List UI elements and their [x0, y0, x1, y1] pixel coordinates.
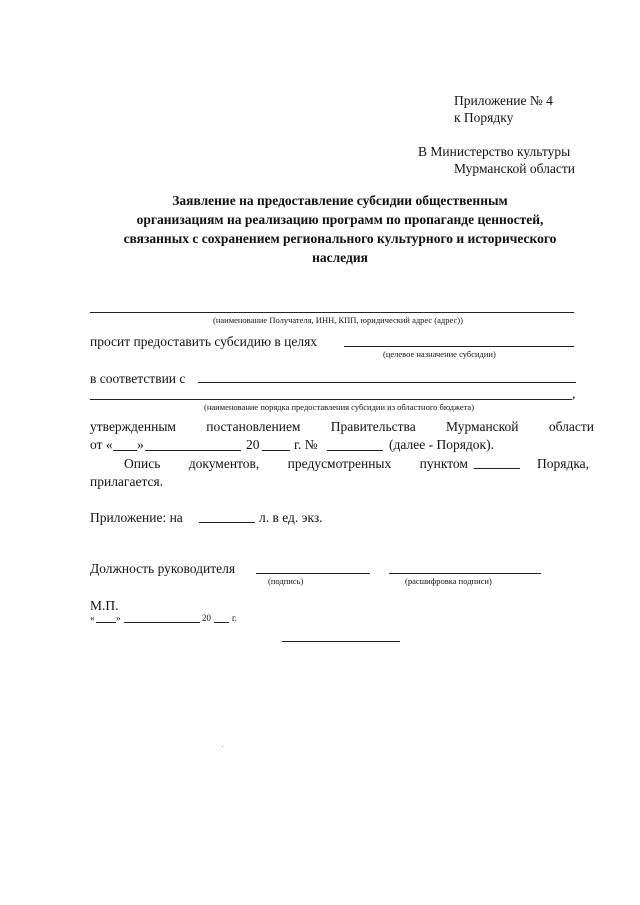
- procedure-name-field[interactable]: [90, 399, 572, 400]
- accordance-text: в соответствии с: [90, 371, 186, 386]
- approved-word-5: области: [548, 419, 594, 434]
- recipient-region: Мурманской области: [454, 161, 575, 176]
- purpose-field[interactable]: [344, 346, 574, 347]
- approved-line: [90, 418, 594, 435]
- approved-word-3: Правительства: [330, 419, 416, 434]
- inventory-word-4: пунктом: [419, 456, 468, 471]
- recipient-ministry: В Министерство культуры: [418, 144, 571, 159]
- inventory-word-1: Опись: [124, 456, 161, 471]
- sign-year-field[interactable]: [214, 622, 229, 623]
- pages-count-field[interactable]: [199, 522, 255, 523]
- approved-word-2: постановлением: [206, 419, 301, 434]
- purpose-caption: (целевое назначение субсидии): [383, 349, 496, 359]
- year-suffix-number: г. №: [294, 437, 318, 452]
- approved-word-4: Мурманской: [446, 419, 519, 434]
- inventory-word-3: предусмотренных: [287, 456, 392, 471]
- signature-caption: (подпись): [268, 576, 304, 586]
- scan-speck: [222, 746, 223, 747]
- appendix-suffix: л. в ед. экз.: [259, 510, 323, 525]
- closing-divider: [282, 641, 400, 642]
- inventory-line: [124, 455, 468, 472]
- date-small-close: »: [116, 613, 121, 623]
- clause-number-field[interactable]: [474, 468, 520, 469]
- date-from-label: от «: [90, 437, 113, 452]
- date-small-suffix: г.: [232, 613, 237, 623]
- resolution-day-field[interactable]: [113, 450, 137, 451]
- sign-day-field[interactable]: [96, 622, 116, 623]
- title-line-2: организациям на реализацию программ по пропаганде ценностей,: [136, 212, 544, 227]
- recipient-name-caption: (наименование Получателя, ИНН, КПП, юридический адрес (адрес)): [213, 315, 463, 325]
- date-small-open: «: [90, 613, 95, 623]
- appendix-number: Приложение № 4: [454, 93, 553, 108]
- signature-transcript-field[interactable]: [389, 573, 541, 574]
- inventory-end: Порядка,: [537, 456, 590, 471]
- title-line-1: Заявление на предоставление субсидии общественным: [172, 193, 508, 208]
- title-line-3: связанных с сохранением регионального культурного и исторического: [123, 231, 557, 246]
- sign-month-field[interactable]: [124, 622, 200, 623]
- appendix-prefix: Приложение: на: [90, 510, 183, 525]
- resolution-month-field[interactable]: [145, 450, 241, 451]
- resolution-number-field[interactable]: [327, 450, 383, 451]
- transcript-caption: (расшифровка подписи): [405, 576, 492, 586]
- signature-field[interactable]: [256, 573, 370, 574]
- approved-word-1: утвержденным: [90, 419, 176, 434]
- attached-text: прилагается.: [90, 474, 164, 489]
- hereinafter-text: (далее - Порядок).: [389, 437, 494, 452]
- date-quote-close: »: [137, 437, 144, 452]
- procedure-caption: (наименование порядка предоставления субсидии из областного бюджета): [204, 402, 475, 412]
- resolution-year-field[interactable]: [262, 450, 290, 451]
- procedure-comma: ,: [572, 386, 576, 401]
- inventory-word-2: документов,: [188, 456, 260, 471]
- recipient-name-field[interactable]: [90, 312, 574, 313]
- seal-label: М.П.: [90, 598, 119, 613]
- title-line-4: наследия: [312, 250, 368, 265]
- year-prefix: 20: [246, 437, 260, 452]
- position-label: Должность руководителя: [90, 561, 236, 576]
- request-text: просит предоставить субсидию в целях: [90, 334, 318, 349]
- date-small-year: 20: [202, 613, 211, 623]
- appendix-reference: к Порядку: [454, 110, 514, 125]
- accordance-field[interactable]: [198, 382, 576, 383]
- document-title: [70, 191, 610, 267]
